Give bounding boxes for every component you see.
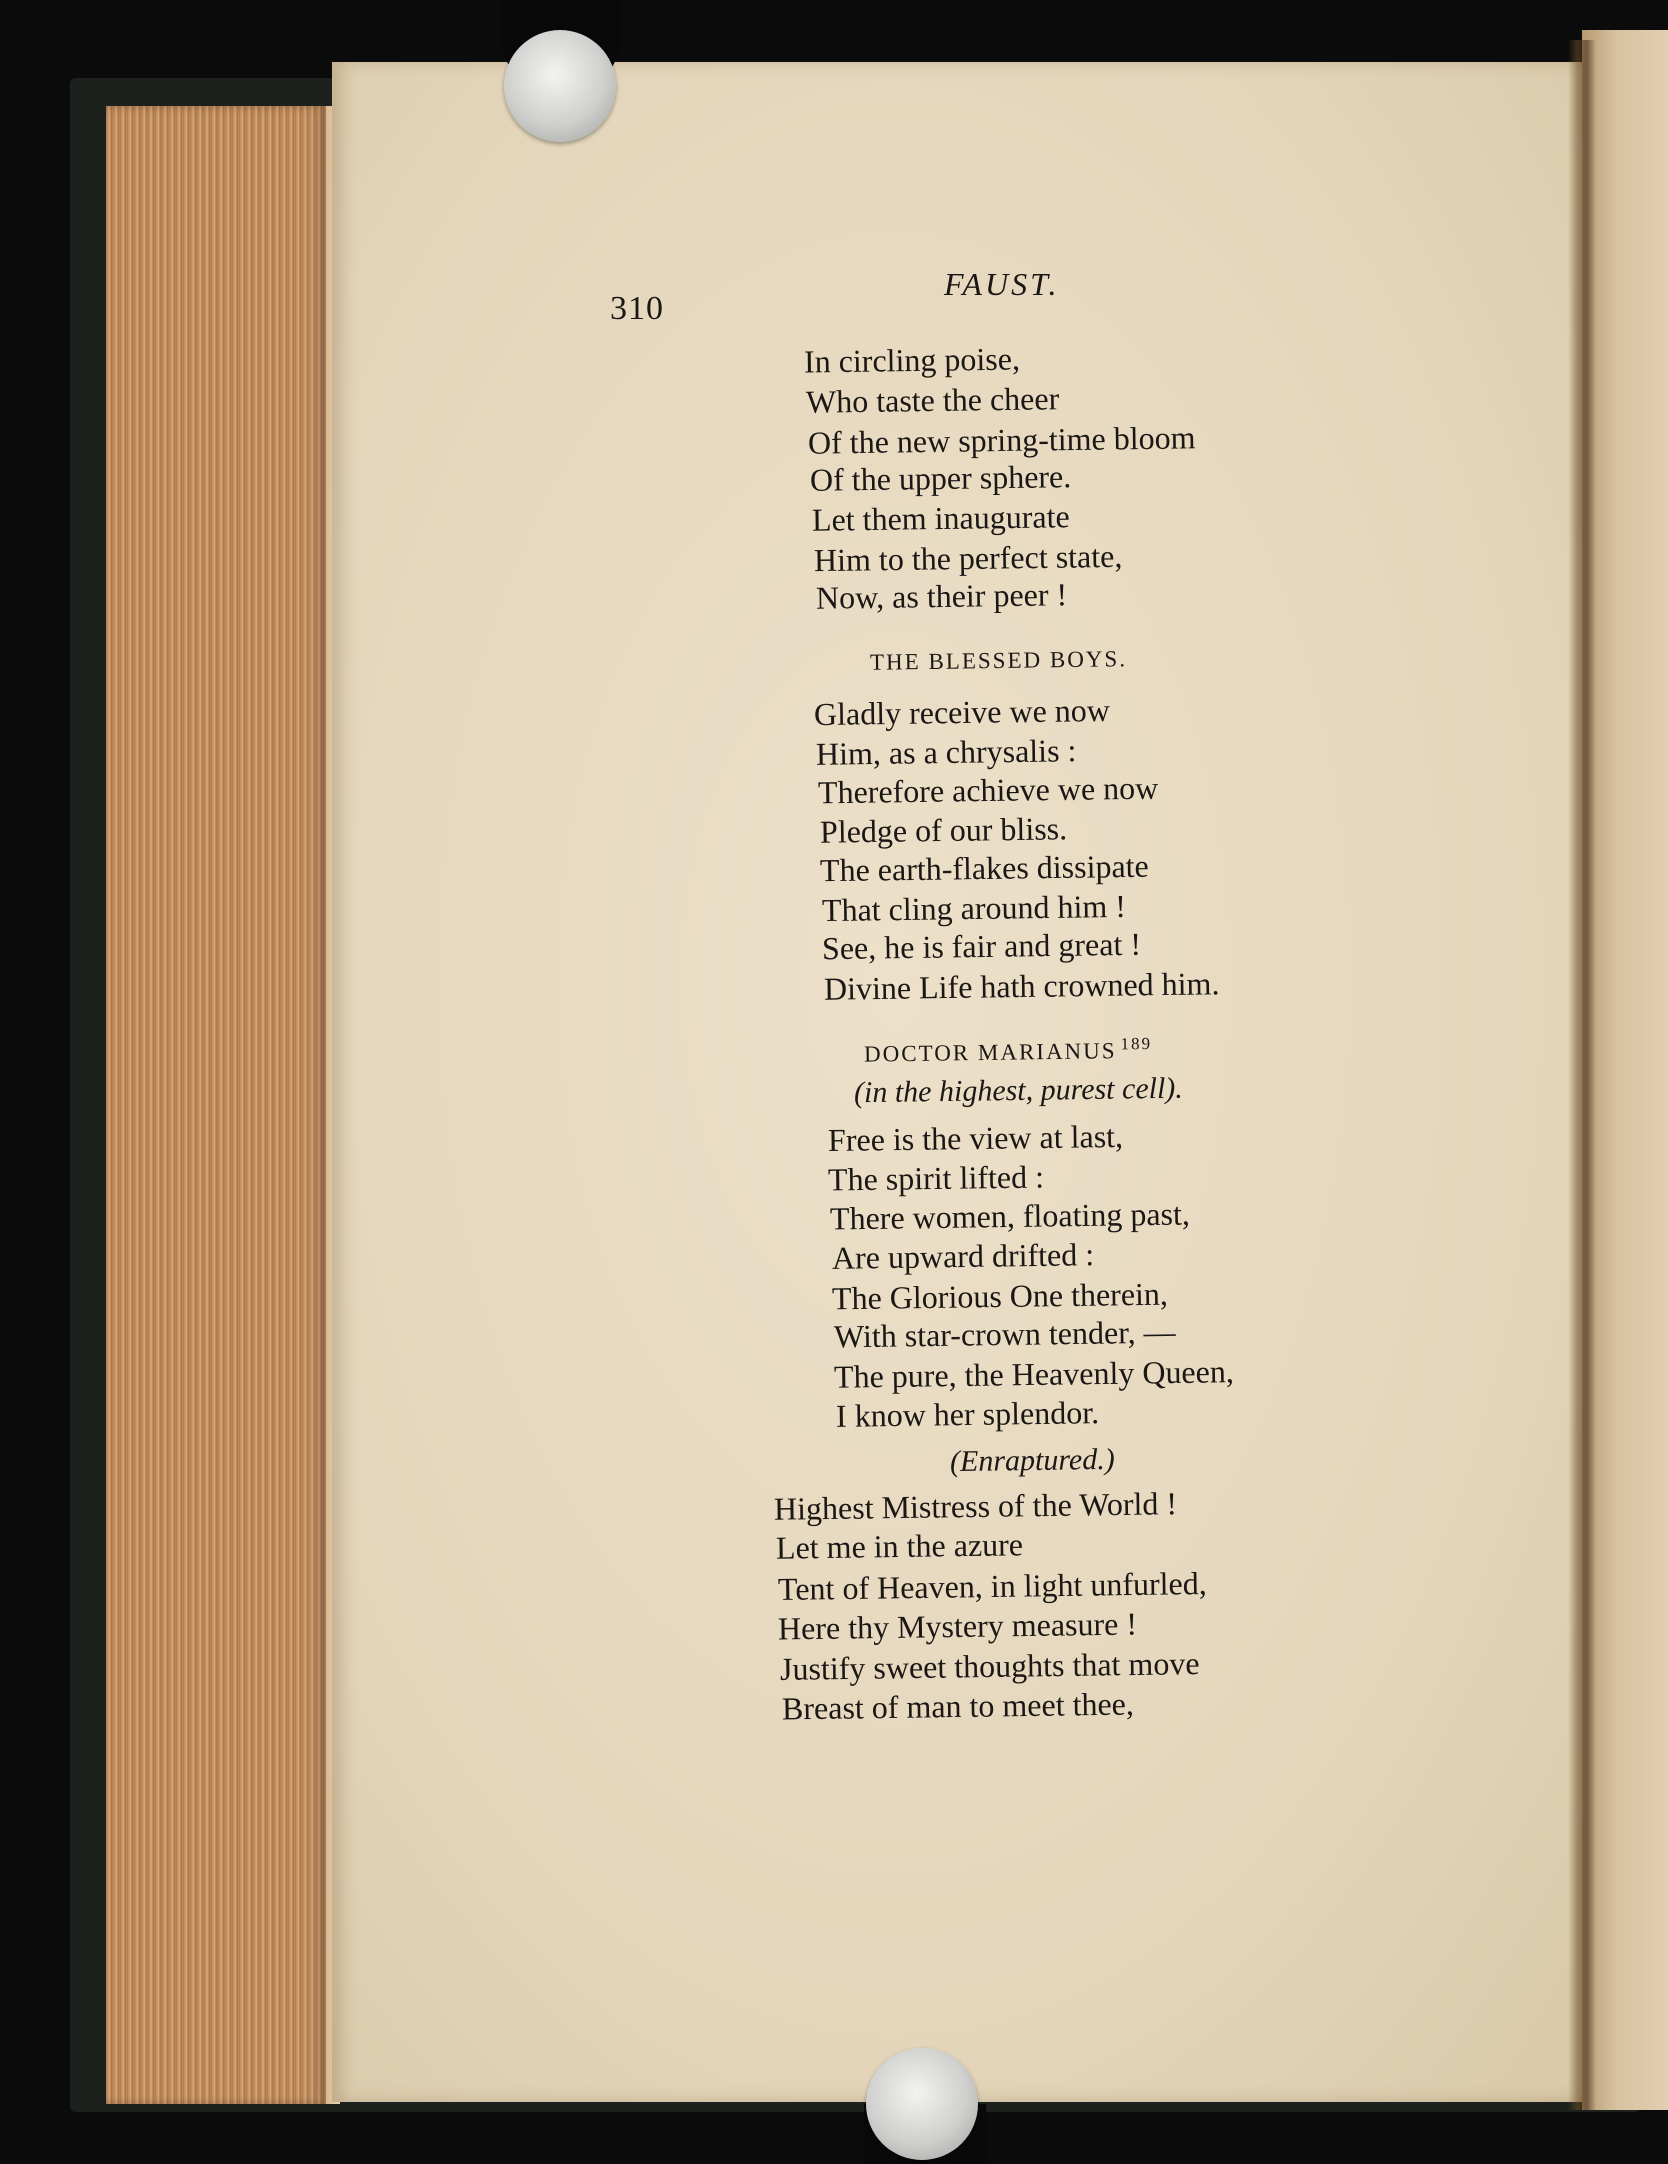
speaker-heading <box>864 1034 1152 1068</box>
verse-line: Justify sweet thoughts that move <box>779 1645 1200 1687</box>
verse-line: Of the upper sphere. <box>809 458 1072 498</box>
verse-line: Let me in the azure <box>775 1526 1024 1566</box>
verse-line: Let them inaugurate <box>811 498 1070 538</box>
verse-line: Pledge of our bliss. <box>819 810 1068 850</box>
verse-line: I know her splendor. <box>835 1394 1100 1434</box>
verse-line: Free is the view at last, <box>827 1117 1124 1159</box>
verse-line: With star-crown tender, — <box>833 1313 1176 1355</box>
verse-line: Gladly receive we now <box>813 691 1111 733</box>
verse-line: Are upward drifted : <box>831 1236 1095 1276</box>
verse-line: Who taste the cheer <box>805 380 1060 420</box>
verse-line: Tent of Heaven, in light unfurled, <box>777 1565 1207 1607</box>
verse-line: Him, as a chrysalis : <box>815 732 1077 772</box>
page-number: 310 <box>610 290 664 327</box>
footnote-marker: 189 <box>1120 1033 1153 1054</box>
verse-line: Of the new spring-time bloom <box>807 419 1196 461</box>
verse-line: Now, as their peer ! <box>815 576 1068 616</box>
verse-line: There women, floating past, <box>829 1195 1191 1237</box>
verse-line: Him to the perfect state, <box>813 537 1123 579</box>
verse-line: The earth-flakes dissipate <box>819 847 1149 889</box>
verse-line: The pure, the Heavenly Queen, <box>833 1353 1235 1395</box>
stage-direction: (Enraptured.) <box>949 1442 1115 1479</box>
verse-line: Highest Mistress of the World ! <box>773 1485 1178 1527</box>
speaker-name: DOCTOR MARIANUS <box>863 1038 1117 1067</box>
verse-line: The spirit lifted : <box>827 1158 1045 1198</box>
verse-line: That cling around him ! <box>821 887 1127 929</box>
verse-line: Divine Life hath crowned him. <box>823 965 1220 1007</box>
verse-line: In circling poise, <box>803 340 1021 380</box>
running-head: FAUST. <box>944 266 1060 302</box>
speaker-heading: THE BLESSED BOYS. <box>869 646 1128 675</box>
verse-line: Here thy Mystery measure ! <box>777 1605 1138 1647</box>
verse-line: Breast of man to meet thee, <box>781 1685 1135 1727</box>
verse-line: See, he is fair and great ! <box>821 925 1142 967</box>
verse-line: The Glorious One therein, <box>831 1275 1169 1317</box>
verse-line: Therefore achieve we now <box>817 769 1159 811</box>
stage-direction: (in the highest, purest cell). <box>853 1071 1184 1110</box>
